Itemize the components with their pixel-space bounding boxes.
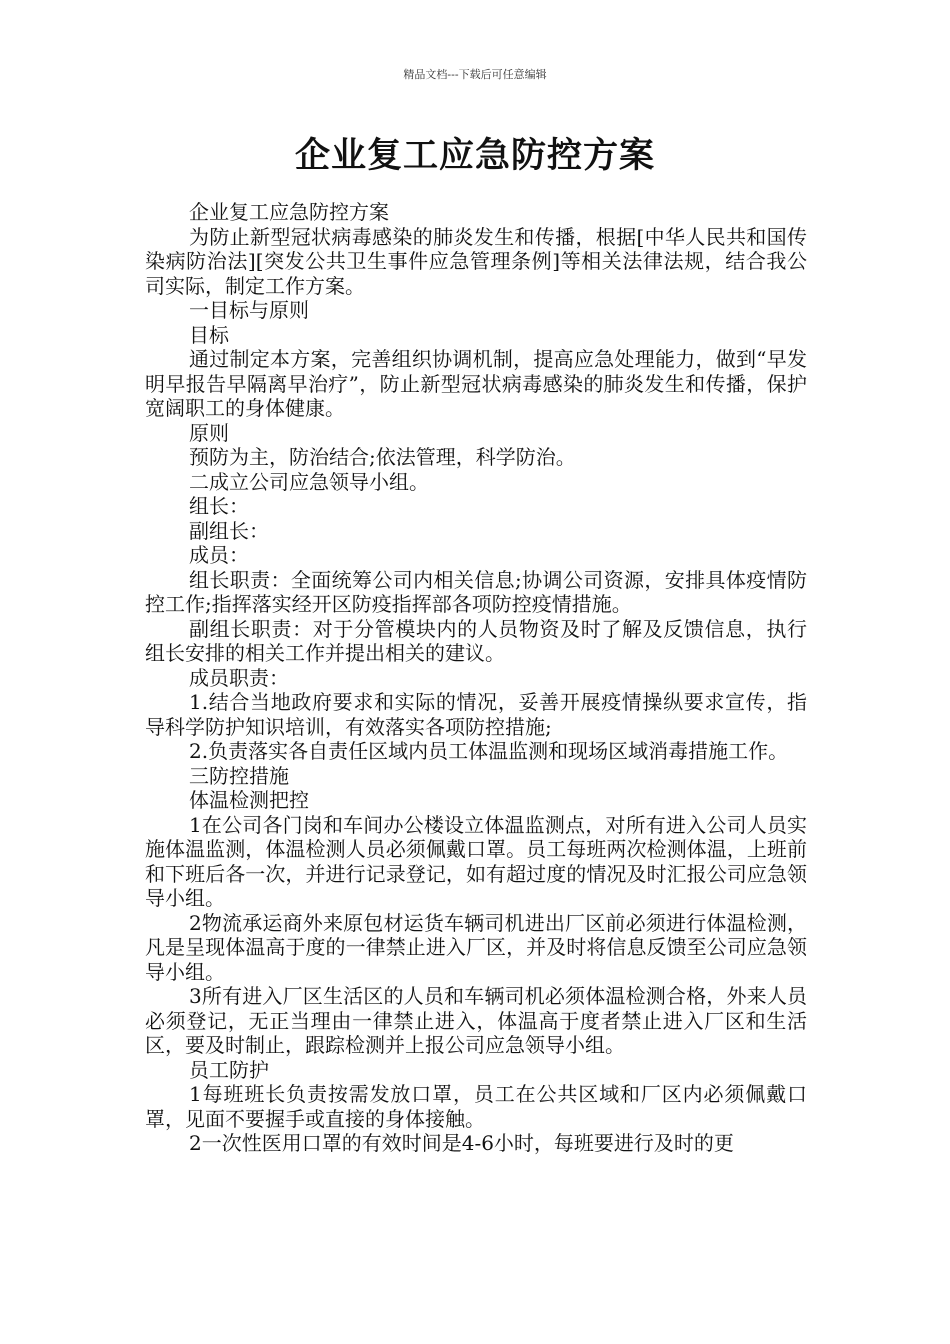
- paragraph: 1每班班长负责按需发放口罩，员工在公共区域和厂区内必须佩戴口罩，见面不要握手或直接的身体接触。: [145, 1082, 807, 1131]
- paragraph: 企业复工应急防控方案: [189, 200, 389, 224]
- paragraph: 副组长：: [189, 518, 269, 543]
- paragraph: 组长：: [189, 494, 249, 518]
- paragraph: 1在公司各门岗和车间办公楼设立体温监测点，对所有进入公司人员实施体温监测，体温检测人员必须佩戴口罩。员工每班两次检测体温，上班前和下班后各一次，并进行记录登记，如有超过度的情况及时汇报公司应急领导小组。: [145, 812, 807, 910]
- document-body: [145, 200, 807, 1156]
- document-title: 企业复工应急防控方案: [294, 136, 655, 176]
- paragraph: 二成立公司应急领导小组。: [189, 469, 429, 494]
- paragraph: 为防止新型冠状病毒感染的肺炎发生和传播，根据[中华人民共和国传染病防治法][突发公共卫生事件应急管理条例]等相关法律法规，结合我公司实际，制定工作方案。: [145, 224, 807, 298]
- paragraph: 预防为主，防治结合;依法管理，科学防治。: [189, 445, 576, 469]
- paragraph: 目标: [189, 322, 229, 347]
- header-note: 精品文档---下载后可任意编辑: [403, 68, 547, 81]
- paragraph: 一目标与原则: [189, 298, 309, 322]
- paragraph: 员工防护: [189, 1057, 269, 1082]
- paragraph: 成员：: [189, 543, 249, 567]
- paragraph: 组长职责：全面统筹公司内相关信息;协调公司资源，安排具体疫情防控工作;指挥落实经开区防疫指挥部各项防控疫情措施。: [145, 567, 807, 616]
- paragraph: 2.负责落实各自责任区域内员工体温监测和现场区域消毒措施工作。: [189, 739, 789, 763]
- paragraph: 副组长职责：对于分管模块内的人员物资及时了解及反馈信息，执行组长安排的相关工作并提出相关的建议。: [145, 616, 807, 665]
- paragraph: 3所有进入厂区生活区的人员和车辆司机必须体温检测合格，外来人员必须登记，无正当理由一律禁止进入，体温高于度者禁止进入厂区和生活区，要及时制止，跟踪检测并上报公司应急领导小组。: [145, 984, 807, 1057]
- paragraph: 2一次性医用口罩的有效时间是4-6小时，每班要进行及时的更: [189, 1131, 734, 1155]
- paragraph: 2物流承运商外来原包材运货车辆司机进出厂区前必须进行体温检测，凡是呈现体温高于度的一律禁止进入厂区，并及时将信息反馈至公司应急领导小组。: [145, 910, 807, 984]
- paragraph: 三防控措施: [189, 763, 289, 788]
- paragraph: 1.结合当地政府要求和实际的情况，妥善开展疫情操纵要求宣传，指导科学防护知识培训，有效落实各项防控措施;: [145, 690, 807, 739]
- paragraph: 原则: [189, 420, 229, 445]
- paragraph: 成员职责：: [189, 665, 289, 690]
- paragraph: 体温检测把控: [189, 788, 309, 812]
- paragraph: 通过制定本方案，完善组织协调机制，提高应急处理能力，做到“早发明早报告早隔离早治疗”，防止新型冠状病毒感染的肺炎发生和传播，保护宽阔职工的身体健康。: [145, 347, 807, 420]
